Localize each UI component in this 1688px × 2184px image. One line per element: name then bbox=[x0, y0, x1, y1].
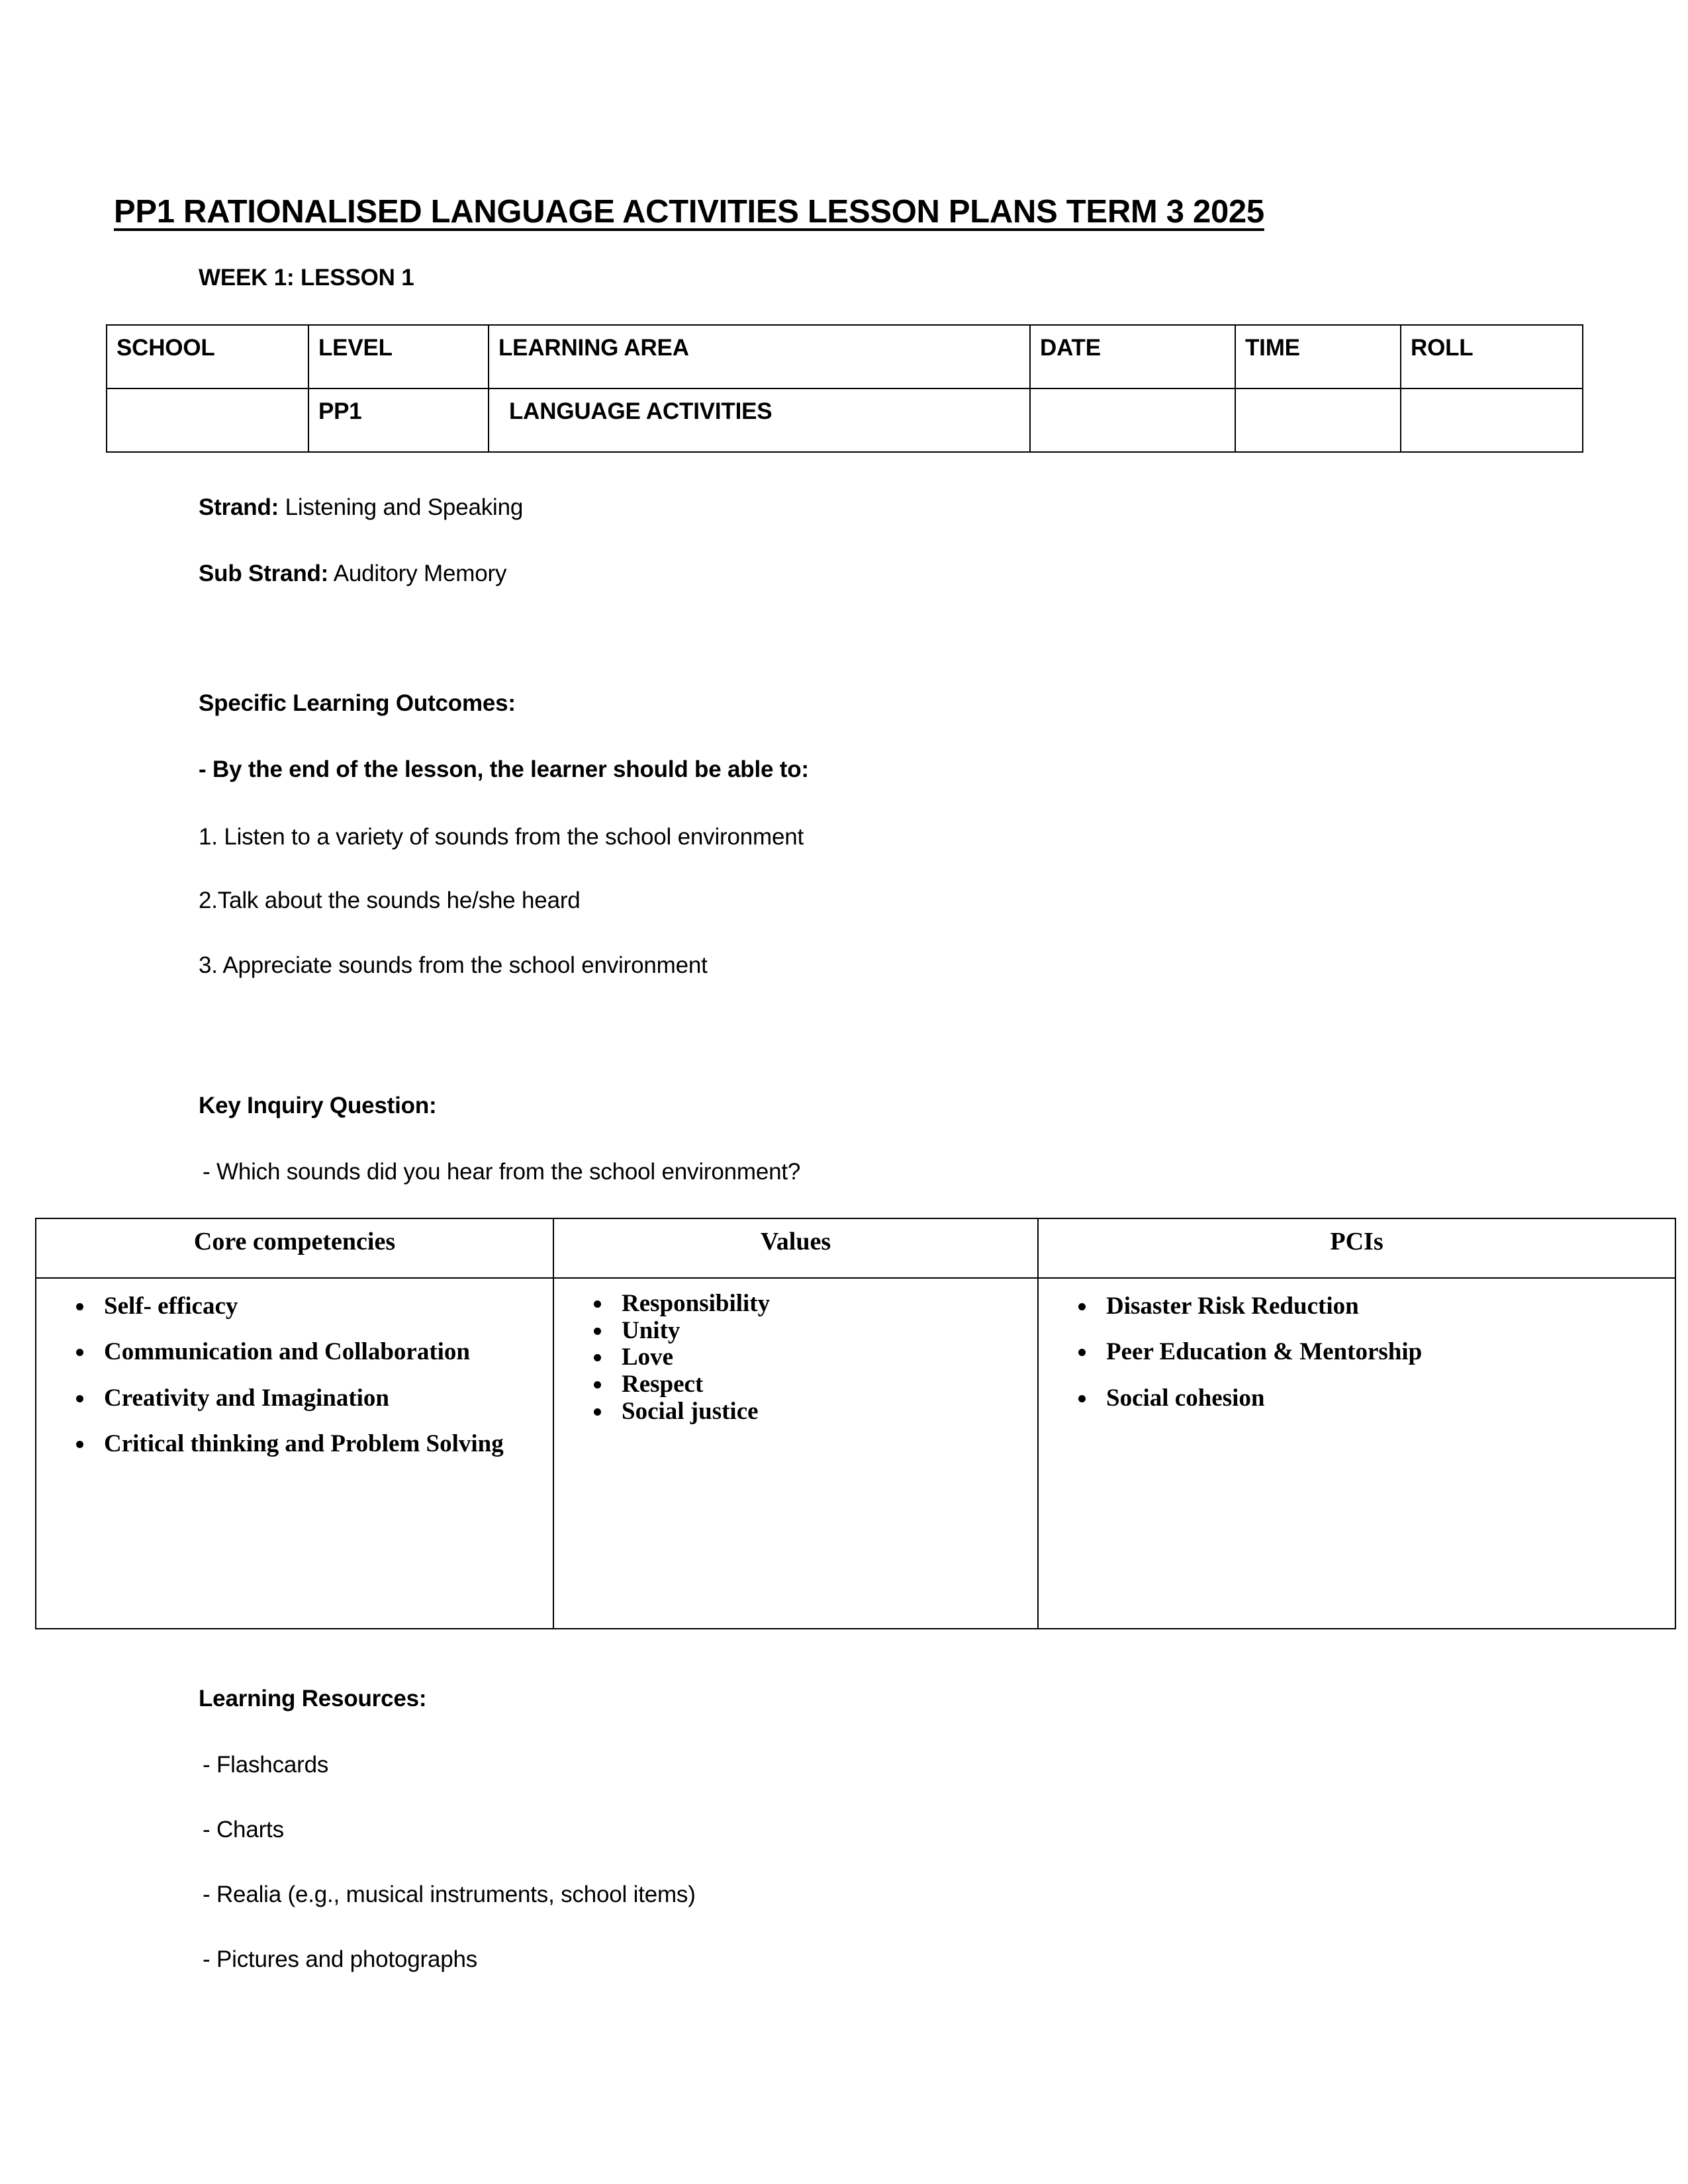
list-item: • Creativity and Imagination bbox=[95, 1383, 546, 1414]
list-item: • Respect bbox=[612, 1371, 1031, 1398]
list-item: • Social justice bbox=[612, 1398, 1031, 1426]
week-lesson-subtitle: WEEK 1: LESSON 1 bbox=[199, 265, 414, 291]
header-level: LEVEL bbox=[308, 325, 489, 388]
value-roll bbox=[1401, 388, 1583, 452]
header-school: SCHOOL bbox=[107, 325, 308, 388]
list-item: • Peer Education & Mentorship bbox=[1097, 1336, 1668, 1367]
header-learning-area: LEARNING AREA bbox=[489, 325, 1030, 388]
header-roll: ROLL bbox=[1401, 325, 1583, 388]
strand-value: Listening and Speaking bbox=[279, 494, 524, 520]
list-item: • Responsibility bbox=[612, 1291, 1031, 1318]
sub-strand-line bbox=[199, 561, 506, 587]
header-values: Values bbox=[553, 1218, 1038, 1278]
cell-core-competencies bbox=[36, 1278, 553, 1629]
strand-line bbox=[199, 495, 523, 521]
header-time: TIME bbox=[1235, 325, 1401, 388]
table-row bbox=[107, 388, 1583, 452]
cell-values bbox=[553, 1278, 1038, 1629]
list-item: • Social cohesion bbox=[1097, 1383, 1668, 1414]
strand-label: Strand: bbox=[199, 494, 279, 520]
lesson-details-table bbox=[106, 324, 1583, 453]
page-title: PP1 RATIONALISED LANGUAGE ACTIVITIES LESSON PLANS TERM 3 2025 bbox=[114, 194, 1264, 230]
sub-strand-value: Auditory Memory bbox=[328, 561, 507, 586]
table-row bbox=[36, 1278, 1675, 1629]
learning-outcomes-lead-in: - By the end of the lesson, the learner should be able to: bbox=[199, 756, 809, 782]
learning-outcome-item: 3. Appreciate sounds from the school environment bbox=[199, 952, 708, 978]
learning-resource-item: - Charts bbox=[203, 1817, 284, 1843]
sub-strand-label: Sub Strand: bbox=[199, 561, 329, 586]
learning-outcome-item: 2.Talk about the sounds he/she heard bbox=[199, 887, 581, 913]
list-item: • Disaster Risk Reduction bbox=[1097, 1291, 1668, 1322]
key-inquiry-question: - Which sounds did you hear from the school environment? bbox=[203, 1159, 801, 1185]
learning-outcome-item: 1. Listen to a variety of sounds from the school environment bbox=[199, 824, 804, 850]
table-header-row bbox=[36, 1218, 1675, 1278]
list-item: • Unity bbox=[612, 1318, 1031, 1345]
learning-resource-item: - Pictures and photographs bbox=[203, 1946, 478, 1972]
value-school bbox=[107, 388, 308, 452]
header-core-competencies: Core competencies bbox=[36, 1218, 553, 1278]
list-item: • Communication and Collaboration bbox=[95, 1336, 546, 1367]
value-level: PP1 bbox=[308, 388, 489, 452]
learning-resources-heading: Learning Resources: bbox=[199, 1686, 427, 1711]
header-pcis: PCIs bbox=[1038, 1218, 1675, 1278]
pcis-list bbox=[1045, 1291, 1668, 1414]
values-list bbox=[561, 1291, 1031, 1425]
competencies-values-pcis-table bbox=[35, 1218, 1676, 1629]
key-inquiry-heading: Key Inquiry Question: bbox=[199, 1093, 437, 1118]
list-item: • Critical thinking and Problem Solving bbox=[95, 1428, 546, 1459]
learning-resource-item: - Realia (e.g., musical instruments, school items) bbox=[203, 1882, 696, 1907]
core-competencies-list bbox=[43, 1291, 546, 1459]
cell-pcis bbox=[1038, 1278, 1675, 1629]
table-row bbox=[107, 325, 1583, 388]
list-item: • Love bbox=[612, 1344, 1031, 1371]
value-date bbox=[1030, 388, 1235, 452]
header-date: DATE bbox=[1030, 325, 1235, 388]
value-learning-area: LANGUAGE ACTIVITIES bbox=[489, 388, 1030, 452]
learning-resource-item: - Flashcards bbox=[203, 1752, 329, 1778]
list-item: • Self- efficacy bbox=[95, 1291, 546, 1322]
learning-outcomes-heading: Specific Learning Outcomes: bbox=[199, 690, 516, 716]
value-time bbox=[1235, 388, 1401, 452]
